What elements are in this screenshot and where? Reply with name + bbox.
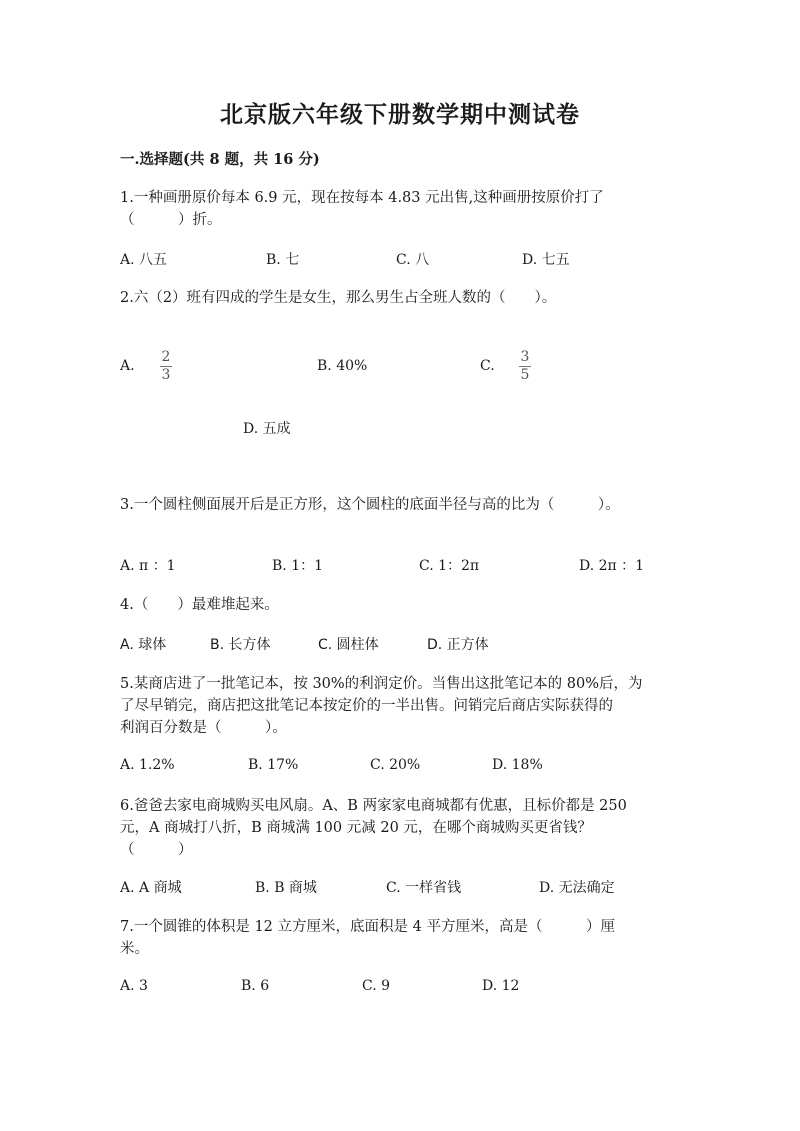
question-2-option-d[interactable]: D. 五成: [243, 421, 291, 437]
question-3-option-b[interactable]: B. 1：1: [272, 558, 324, 574]
question-6-option-d[interactable]: D. 无法确定: [539, 880, 615, 896]
question-7-option-c[interactable]: C. 9: [362, 978, 391, 994]
question-4-option-d[interactable]: D. 正方体: [427, 637, 489, 653]
question-4-text: 4.（ ）最难堆起来。: [120, 597, 279, 613]
question-5-text-line3: 利润百分数是（ ）。: [120, 720, 287, 736]
question-6-text-line1: 6.爸爸去家电商城购买电风扇。A、B 两家家电商城都有优惠，且标价都是 250: [120, 798, 627, 814]
question-7-option-d[interactable]: D. 12: [482, 978, 520, 994]
question-7-text-line1: 7.一个圆锥的体积是 12 立方厘米，底面积是 4 平方厘米，高是（ ）厘: [120, 919, 615, 935]
question-5-text-line2: 了尽早销完，商店把这批笔记本按定价的一半出售。问销完后商店实际获得的: [120, 698, 613, 714]
question-2-option-a-label[interactable]: A.: [120, 358, 135, 374]
question-5-option-a[interactable]: A. 1.2%: [120, 757, 175, 773]
question-3-text: 3.一个圆柱侧面展开后是正方形，这个圆柱的底面半径与高的比为（ ）。: [120, 497, 620, 513]
question-7-option-a[interactable]: A. 3: [120, 978, 148, 994]
question-1-text-line2: （ ）折。: [120, 212, 222, 228]
question-5-option-b[interactable]: B. 17%: [248, 757, 299, 773]
question-7-text-line2: 米。: [120, 941, 149, 957]
question-2-option-a-fraction[interactable]: [160, 350, 172, 383]
fraction-numerator: 2: [161, 349, 171, 365]
question-3-option-c[interactable]: C. 1：2π: [419, 558, 480, 574]
fraction-numerator: 3: [520, 349, 530, 365]
question-6-text-line2: 元，A 商城打八折，B 商城满 100 元减 20 元，在哪个商城购买更省钱？: [120, 820, 592, 836]
question-6-option-c[interactable]: C. 一样省钱: [386, 880, 462, 896]
question-1-option-d[interactable]: D. 七五: [522, 252, 570, 268]
question-1-option-b[interactable]: B. 七: [266, 252, 300, 268]
question-4-option-b[interactable]: B. 长方体: [210, 637, 271, 653]
question-1-text-line1: 1.一种画册原价每本 6.9 元，现在按每本 4.83 元出售,这种画册按原价打了: [120, 190, 604, 206]
question-3-option-d[interactable]: D. 2π ：1: [579, 558, 645, 574]
question-5-text-line1: 5.某商店进了一批笔记本，按 30%的利润定价。当售出这批笔记本的 80%后，为: [120, 676, 643, 692]
question-2-option-c-label[interactable]: C.: [480, 358, 495, 374]
question-6-text-line3: （ ）: [120, 842, 193, 858]
question-2-text: 2.六（2）班有四成的学生是女生，那么男生占全班人数的（ ）。: [120, 290, 557, 306]
question-1-option-a[interactable]: A. 八五: [120, 252, 168, 268]
question-6-option-b[interactable]: B. B 商城: [255, 880, 317, 896]
question-5-option-d[interactable]: D. 18%: [492, 757, 543, 773]
question-2-option-c-fraction[interactable]: [519, 350, 531, 383]
section-heading: 一.选择题(共 8 题，共 16 分): [120, 151, 320, 168]
question-2-option-b[interactable]: B. 40%: [317, 358, 368, 374]
question-3-option-a[interactable]: A. π ：1: [120, 558, 176, 574]
question-6-option-a[interactable]: A. A 商城: [120, 880, 182, 896]
question-4-option-a[interactable]: A. 球体: [120, 637, 167, 653]
fraction-denominator: 5: [520, 367, 530, 383]
fraction-denominator: 3: [161, 367, 171, 383]
question-5-option-c[interactable]: C. 20%: [370, 757, 421, 773]
question-1-option-c[interactable]: C. 八: [396, 252, 430, 268]
page-title: 北京版六年级下册数学期中测试卷: [220, 101, 580, 128]
question-7-option-b[interactable]: B. 6: [241, 978, 270, 994]
question-4-option-c[interactable]: C. 圆柱体: [318, 637, 379, 653]
